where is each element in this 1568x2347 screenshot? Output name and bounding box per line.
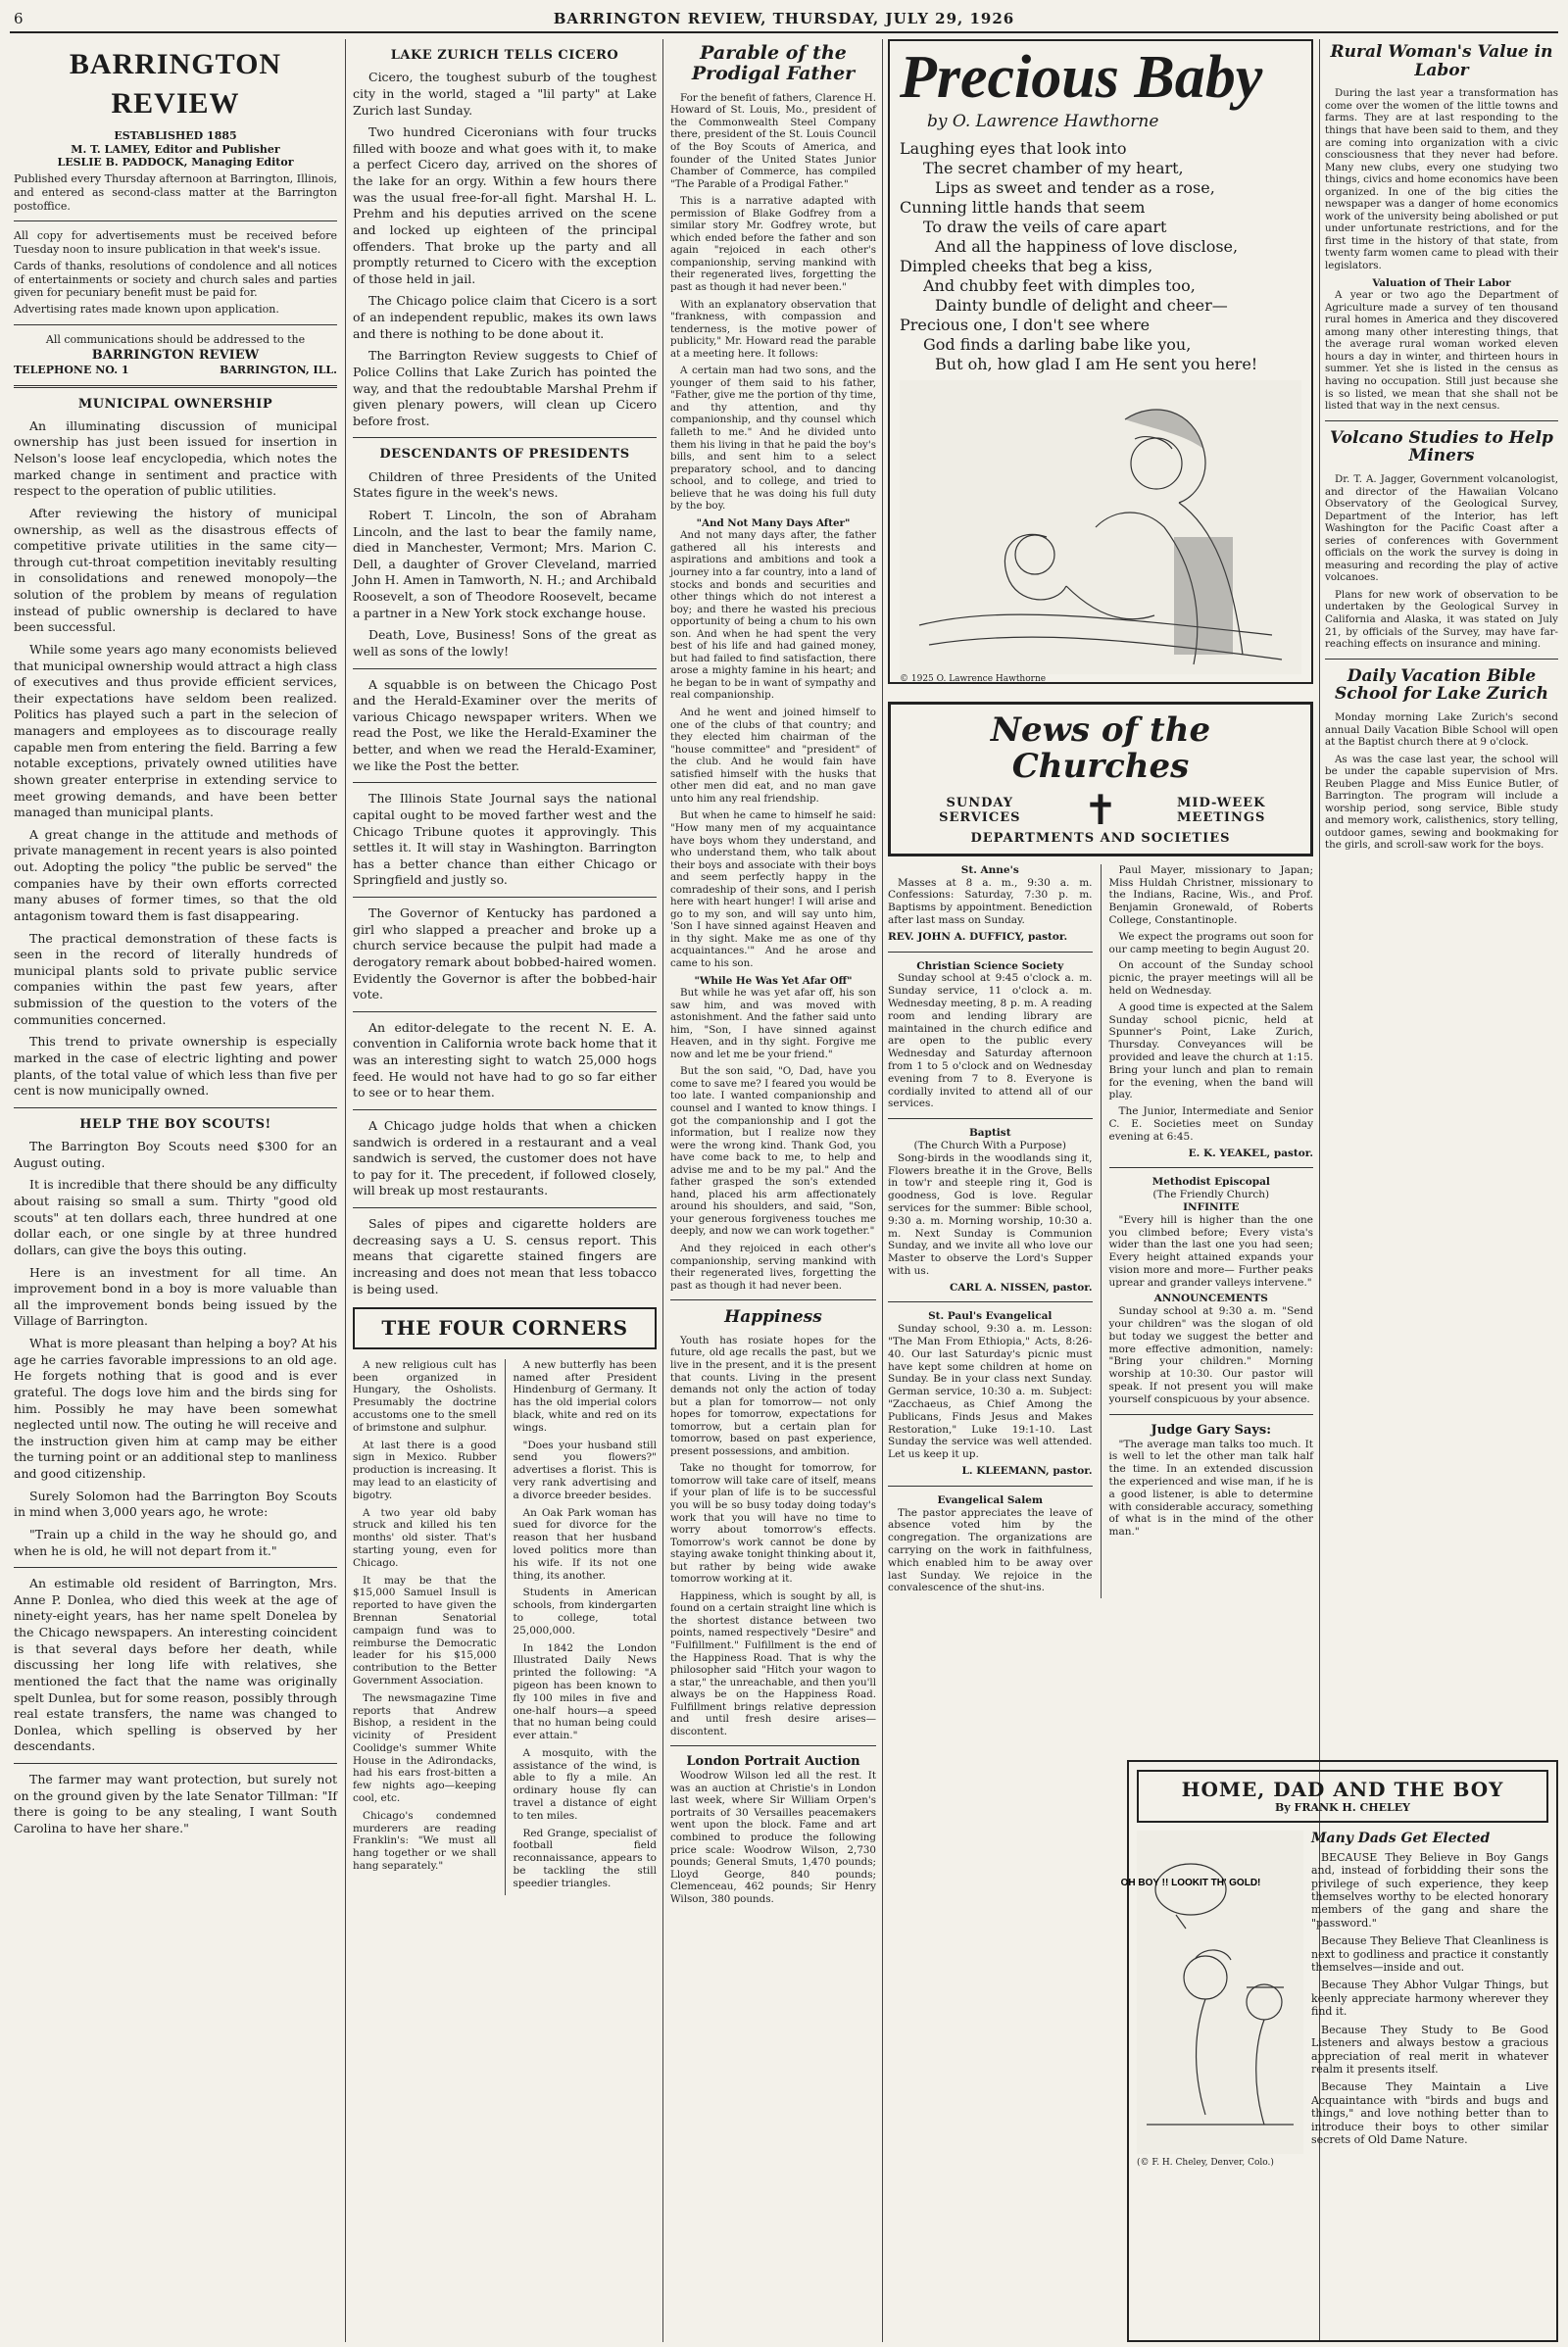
home-dad-boy-text (1311, 1831, 1548, 2169)
headline-boy-scouts: HELP THE BOY SCOUTS! (79, 1116, 271, 1132)
address-note: All communications should be addressed to the (45, 332, 306, 346)
churches-subheader (899, 785, 1302, 834)
church-name: Evangelical Salem (937, 1493, 1044, 1506)
headline-lake-zurich: LAKE ZURICH TELLS CICERO (390, 48, 619, 63)
cartoon-credit: (© F. H. Cheley, Denver, Colo.) (1137, 2157, 1274, 2168)
poem-line: Dainty bundle of delight and cheer— (935, 296, 1228, 315)
brief-item: An Oak Park woman has sued for divorce for the reason that her husband loved politics more than his wife. If its not one thing, its another. (513, 1506, 657, 1582)
brief-item: A new butterfly has been named after President Hindenburg of Germany. It has the old imperial colors black, white and red on its wings. (513, 1358, 657, 1434)
paragraph: Surely Solomon had the Barrington Boy Scouts in mind when 3,000 years ago, he wrote: (14, 1488, 337, 1520)
church-text: On account of the Sunday school picnic, the prayer meetings will all be held on Wednesday. (1108, 959, 1313, 997)
managing-editor-line: LESLIE B. PADDOCK, Managing Editor (57, 156, 294, 170)
home-dad-boy-subhead: Many Dads Get Elected (1311, 1830, 1491, 1846)
paragraph: An estimable old resident of Barrington, Mrs. Anne P. Donlea, who died this week at the age of ninety-eight years, has her name spelt Donelea by the Chicago newspapers. An interesting coincident is that several days before her death, while discussing her long life with relatives, she mentioned the fact that the name was originally spelt Dunlea, but for some reason, possibly through real estate transfers, the name was changed to Donlea, which spelling is observed by her descendants. (14, 1576, 337, 1754)
paragraph: And they rejoiced in each other's companionship, serving mankind with their regenerated lives, forgetting the past as though it had never been. (670, 1243, 876, 1292)
established-line: ESTABLISHED 1885 (114, 128, 237, 142)
paragraph: Take no thought for tomorrow, for tomorrow will take care of itself, means if your plan of life is to be successful you will be so busy today doing today's work that you will have no time to worry about tomorrow's effects. Tomorrow's work cannot be done by staying awake tonight thinking about it, but rather by being wide awake tomorrow working at it. (670, 1462, 876, 1586)
poem-line: Laughing eyes that look into (900, 139, 1127, 158)
paragraph: Robert T. Lincoln, the son of Abraham Lincoln, and the last to bear the family name, died in Manchester, Vermont; Mrs. Marion C. Dell, a daughter of Grover Cleveland, married John H. Amen in Tamworth, N. H.; and Archibald Roosevelt, a son of Theodore Roosevelt, became a partner in a New York stock exchange house. (353, 507, 657, 620)
quote-paragraph: "Train up a child in the way he should go, and when he is old, he will not depart from it." (14, 1526, 337, 1558)
churches-col-left (888, 864, 1093, 1598)
poem-line: Dimpled cheeks that beg a kiss, (900, 257, 1153, 275)
churches-section (888, 702, 1313, 1750)
church-text: We expect the programs out soon for our camp meeting to begin August 20. (1108, 930, 1313, 955)
paragraph: Happiness, which is sought by all, is found on a certain straight line which is the shortest distance between two points, named respectively "Desire" and "Fulfillment." Fulfillment is the end of the Happiness Road. That is why the philosopher said "Hitch your wagon to a star," the unreachable, and then you'll always be on the Happiness Road. Fulfillment brings relative depression and until fresh desire arises—discontent. (670, 1589, 876, 1737)
subhead: Valuation of Their Labor (1372, 276, 1511, 289)
paragraph: This trend to private ownership is especially marked in the case of electric lighting and power plants, of the total value of which less than five per cent is now municipally owned. (14, 1034, 337, 1099)
paragraph: This is a narrative adapted with permission of Blake Godfrey from a similar story Mr. Godfrey wrote, but which ended before the father and son again "rejoiced in each other's companionship, serving mankind with their regenerated lives, forgetting the past as though it had never been." (670, 195, 876, 293)
paragraph: And not many days after, the father gathered all his interests and aspirations and ambitions and took a journey into a far country, into a land of stocks and bonds and securities and other things which do not interest a boy; and there he wasted his precious opportunity of being a chum to his own son. And when he had spent the very best of his life and had gained money, but had failed to find satisfaction, there arose a mighty famine in his heart; and he began to be in want of sympathy and real companionship. (670, 529, 876, 702)
paragraph: The Illinois State Journal says the national capital ought to be moved farther west and the Chicago Tribune quotes it approvingly. This settles it. It will stay in Washington. Barrington has a better chance than either Chicago or Springfield and justly so. (353, 791, 657, 888)
paragraph: For the benefit of fathers, Clarence H. Howard of St. Louis, Mo., president of the Commonwealth Steel Company there, president of the St. Louis Council of the Boy Scouts of America, and founder of the United States Junior Chamber of Commerce, has compiled "The Parable of a Prodigal Father." (670, 91, 876, 190)
poem-box (888, 39, 1313, 684)
paragraph: During the last year a transformation has come over the women of the little towns and farms. They are at last responding to the things that have been said to them, and they are coming into organization with a civic consciousness that they never had before. Many new clubs, every one studying two things, civics and home economics have been organized. In one of the big cities the newspaper was a danger of home economics work of the university being abolished or put under unfortunate restrictions, and for the first time in the history of that state, from twenty farm women came to plead with their legislators. (1325, 87, 1558, 272)
four-corners-body (353, 1359, 657, 1895)
church-text: "Every hill is higher than the one you climbed before; Every vista's wider than the last one you had seen; Every height attained expands your vision more and more— Further peaks uprear and grander valleys intervene." (1108, 1213, 1313, 1289)
column-rural-woman (1325, 41, 1558, 1750)
column-divider (345, 39, 346, 2342)
pastor: REV. JOHN A. DUFFICY, pastor. (888, 930, 1068, 943)
sunday-services-label: SUNDAY SERVICES (939, 795, 1021, 825)
church-text: The Junior, Intermediate and Senior C. E. Societies meet on Sunday evening at 6:45. (1108, 1105, 1313, 1143)
churches-title: News of the Churches (990, 710, 1211, 787)
cards-note: Cards of thanks, resolutions of condolence and all notices of entertainments or society and church sales and parties given for pecuniary benefit must be paid for. (14, 259, 337, 300)
paragraph: But when he came to himself he said: "How many men of my acquaintance have boys whom they understand, and who understand them, who talk about their boys and associate with their boys and seem perfectly happy in the comradeship of their sons, and I perish here with heart hunger! I will arise and go to my son, and will say unto him, 'Son I have sinned against Heaven and in thy sight. Make me as one of thy acquaintances.'" And he arose and came to his son. (670, 809, 876, 969)
paragraph: Because They Study to Be Good Listeners and always bestow a gracious appreciation of real merit in whatever realm it presents itself. (1311, 2023, 1548, 2076)
paragraph: Dr. T. A. Jagger, Government volcanologist, and director of the Hawaiian Volcano Observatory of the Geological Survey, Department of the Interior, has left Washington for the Pacific Coast after a series of conferences with Government officials on the work the survey is doing in measuring and recording the play of active volcanoes. (1325, 472, 1558, 584)
poem-line: And all the happiness of love disclose, (935, 237, 1239, 256)
paragraph: With an explanatory observation that "frankness, with compassion and tenderness, is the motive power of publicity," Mr. Howard read the parable at a meeting here. It follows: (670, 298, 876, 360)
brief-item: A new religious cult has been organized in Hungary, the Osholists. Presumably the doctrine accustoms one to the smell of brimstone and sulphur. (353, 1358, 497, 1434)
paragraph: Because They Believe That Cleanliness is next to godliness and practice it constantly themselves—inside and out. (1311, 1934, 1548, 1975)
address-name: BARRINGTON REVIEW (91, 347, 260, 363)
poem-line: God finds a darling babe like you, (923, 335, 1192, 354)
brief-item: Chicago's condemned murderers are reading Franklin's: "We must all hang together or we shall hang separately." (353, 1809, 497, 1873)
home-dad-boy-title: HOME, DAD AND THE BOY (1181, 1778, 1504, 1801)
paragraph: A certain man had two sons, and the younger of them said to his father, "Father, give me the portion of thy time, and thy attention, and thy companionship, and thy counsel which falleth to me." And he divided unto them his living in that he paid the boy's bills, and sent him to a select preparatory school, and to dancing school, and to college, and tried to believe that he was doing his full duty by the boy. (670, 365, 876, 513)
page-header (10, 6, 1558, 33)
home-dad-boy-header (1137, 1770, 1548, 1823)
midweek-label: MID-WEEK MEETINGS (1176, 795, 1266, 825)
headline-municipal-ownership: MUNICIPAL OWNERSHIP (77, 396, 273, 412)
headline-portrait-auction: London Portrait Auction (686, 1754, 860, 1770)
paragraph: Because They Abhor Vulgar Things, but keenly appreciate harmony wherever they find it. (1311, 1979, 1548, 2019)
subhead: "While He Was Yet Afar Off" (694, 974, 853, 987)
paragraph: A Chicago judge holds that when a chicken sandwich is ordered in a restaurant and a veal sandwich is served, the customer does not have to pay for it. The precedent, if followed closely, will break up most restaurants. (353, 1117, 657, 1198)
brief-item: A two year old baby struck and killed his ten months' old sister. That's starting young, even for Chicago. (353, 1506, 497, 1569)
subhead: "And Not Many Days After" (696, 516, 851, 529)
paragraph: The Barrington Boy Scouts need $300 for an August outing. (14, 1139, 337, 1170)
poem-line: To draw the veils of care apart (923, 218, 1167, 236)
paragraph: Youth has rosiate hopes for the future, old age recalls the past, but we live in the present, and it is the present that counts. Living in the present demands not only the action of today but a plan for tomorrow— not only hopes for tomorrow, expectations for tomorrow, but a certain plan for tomorrow, based on past experience, present possessions, and ambition. (670, 1334, 876, 1457)
four-corners-left (353, 1359, 497, 1895)
brief-item: In 1842 the London Illustrated Daily News printed the following: "A pigeon has been known to fly 100 miles in five and one-half hours—a speed that no human being could ever attain." (513, 1641, 657, 1742)
column-news-briefs (353, 41, 657, 2342)
pastor: E. K. YEAKEL, pastor. (1188, 1147, 1313, 1159)
church-text: A good time is expected at the Salem Sunday school picnic, held at Spunner's Point, Lake Zurich, Thursday. Conveyances will be provided and leave the church at 1:15. Bring your lunch and plan to remain for the evening, when the band will play. (1108, 1001, 1313, 1101)
church-subtitle: (The Church With a Purpose) (913, 1139, 1066, 1151)
church-name: St. Anne's (960, 863, 1019, 876)
paragraph: A squabble is on between the Chicago Post and the Herald-Examiner over the merits of various Chicago newspaper writers. When we read the Post, we like the Herald-Examiner the better, and when we read the Herald-Examiner, we like the Post the better. (353, 676, 657, 773)
contact-line (14, 364, 337, 377)
paragraph: But the son said, "O, Dad, have you come to save me? I feared you would be too late. I wanted companionship and counsel and I wanted to know things. I got the companionship and I got the information, but I realize now they were the wrong kind. Thank God, you have come back to me, to help and advise me and to be my pal." And the father grasped the son's extended hand, placed his arm affectionately around his shoulders, and said, "Son, your generous forgiveness touches me deeply, and now we can work together." (670, 1065, 876, 1238)
headline-descendants: DESCENDANTS OF PRESIDENTS (379, 447, 630, 463)
church-text: Masses at 8 a. m., 9:30 a. m. Confessions: Saturday, 7:30 p. m. Baptisms by appointment. Benediction after last mass on Sunday. (888, 876, 1093, 926)
page-number: 6 (14, 10, 24, 27)
four-corners-right (514, 1359, 658, 1895)
church-name: St. Paul's Evangelical (928, 1310, 1053, 1323)
telephone: TELEPHONE NO. 1 (14, 363, 129, 376)
poem-heading: INFINITE (1183, 1200, 1240, 1213)
headline-happiness: Happiness (724, 1307, 822, 1328)
poem-line: Precious one, I don't see where (900, 316, 1151, 334)
brief-item: At last there is a good sign in Mexico. Rubber production is increasing. It may lead to an elasticity of bigotry. (353, 1439, 497, 1501)
church-text: The pastor appreciates the leave of absence voted him by the congregation. The organizations are carrying on the work in faithfulness, which enabled him to be away over last Sunday. We rejoice in the convalescence of the shut-ins. (888, 1506, 1093, 1594)
poem-line: But oh, how glad I am He sent you here! (935, 355, 1258, 373)
brief-item: Red Grange, specialist of football field reconnaissance, appears to be tackling the still speedier triangles. (513, 1827, 657, 1889)
four-corners-divider (505, 1359, 506, 1895)
paragraph: The Chicago police claim that Cicero is a sort of an independent republic, makes its own laws and there is nothing to be done about it. (353, 293, 657, 341)
publication-note: Published every Thursday afternoon at Barrington, Illinois, and entered as second-class matter at the Barrington postoffice. (14, 172, 337, 213)
editor-line: M. T. LAMEY, Editor and Publisher (71, 142, 280, 156)
church-text: Song-birds in the woodlands sing it, Flowers breathe it in the Grove, Bells in tow'r and steeple ring it, God is goodness, God is love. Regular services for the summer: Bible school, 9:30 a. m. Morning worship, 10:30 a. m. Next Sunday is Communion Sunday, and we invite all who love our Master to observe the Lord's Supper with us. (888, 1151, 1093, 1277)
paragraph: A year or two ago the Department of Agriculture made a survey of ten thousand rural homes in America and they discovered among many other interesting things, that the average rural woman worked eleven hours a day in winter, and thirteen hours in summer. Yet she is listed in the census as having no occupation. Still just because she is so listed, we mean that she shall not be listed that way in the next census. (1325, 289, 1558, 413)
judge-gary-heading: Judge Gary Says: (1151, 1422, 1272, 1438)
newspaper-dateline: BARRINGTON REVIEW, THURSDAY, JULY 29, 1926 (553, 10, 1015, 27)
masthead-title: BARRINGTON REVIEW (69, 48, 282, 120)
column-editorial (14, 41, 337, 2342)
paragraph: As was the case last year, the school will be under the capable supervision of Mrs. Reuben Plagge and Miss Eunice Butler, of Barrington. The program will include a worship period, song service, Bible study and memory work, calisthenics, story telling, outdoor games, sewing and bookmaking for the girls, and scroll-saw work for the boys. (1325, 753, 1558, 852)
paragraph: An illuminating discussion of municipal ownership has just been issued for insertion in Nelson's loose leaf encyclopedia, which notes the marked change in sentiment and practice with respect to the operation of public utilities. (14, 417, 337, 499)
poem-line: And chubby feet with dimples too, (923, 276, 1196, 295)
home-dad-boy-byline: By FRANK H. CHELEY (1274, 1801, 1410, 1814)
poem-title: Precious Baby (900, 44, 1263, 111)
column-parable (670, 41, 876, 2342)
paragraph: What is more pleasant than helping a boy? At his age he carries favorable impressions to an old age. He forgets nothing that is good and is ever grateful. The dogs love him and the birds sing for him. Possibly he may have been somewhat neglected until now. The outing he will receive and the instruction given him at camp may be either the turning point or an additional step to manliness and good citizenship. (14, 1336, 337, 1481)
mother-and-baby-illustration (900, 380, 1301, 674)
paragraph: Because They Maintain a Live Acquaintance with "birds and bugs and things," and love nothing better than to introduce their boys to other similar secrets of Old Dame Nature. (1311, 2080, 1548, 2146)
paragraph: Two hundred Ciceronians with four trucks filled with booze and what goes with it, to make a perfect Cicero day, arrived on the shores of the lake for an orgy. Within a few hours there was the usual free-for-all fight. Marshal H. L. Prehm and his deputies arrived on the scene and locked up eighteen of the principal offenders. That broke up the party and all promptly returned to Cicero with the exception of those held in jail. (353, 124, 657, 286)
boy-and-dad-cartoon (1120, 1831, 1303, 2154)
church-text: Sunday school at 9:45 o'clock a. m. Sunday service, 11 o'clock a. m. Wednesday meeting, 8 p. m. A reading room and lending library are maintained in the church edifice and are open to the public every Wednesday and Saturday afternoon from 1 to 5 o'clock and on Wednesday evening from 7 to 8. Everyone is cordially invited to attend all of our services. (888, 972, 1093, 1110)
paragraph: BECAUSE They Believe in Boy Gangs and, instead of forbidding their sons the privilege of such experience, they keep themselves worthy to be elected honorary members of the gang and share the "password." (1311, 1850, 1548, 1930)
home-dad-boy-box (1120, 1760, 1558, 2342)
brief-item: It may be that the $15,000 Samuel Insull is reported to have given the Brennan Senatorial campaign fund was to reimburse the Democratic leader for his $15,000 contribution to the Better Government Association. (353, 1574, 497, 1687)
brief-item: Students in American schools, from kindergarten to college, total 25,000,000. (513, 1587, 657, 1637)
poem-line: The secret chamber of my heart, (923, 159, 1184, 177)
churches-columns (888, 864, 1313, 1598)
copy-deadline-note: All copy for advertisements must be received before Tuesday noon to insure publication in that week's issue. (14, 229, 337, 257)
headline-rural-woman: Rural Woman's Value in Labor (1330, 42, 1553, 80)
paragraph: Children of three Presidents of the United States figure in the week's news. (353, 468, 657, 501)
paragraph: Death, Love, Business! Sons of the great as well as sons of the lowly! (353, 627, 657, 659)
headline-volcano: Volcano Studies to Help Miners (1330, 427, 1553, 466)
paragraph: Woodrow Wilson led all the rest. It was an auction at Christie's in London last week, where Sir William Orpen's portraits of 30 Versailles peacemakers went upon the block. Fame and art combined to produce the following price scale: Woodrow Wilson, 2,730 pounds; General Smuts, 1,470 pounds; Lloyd George, 840 pounds; Clemenceau, 462 pounds; Sir Henry Wilson, 380 pounds. (670, 1770, 876, 1905)
brief-item: "Does your husband still send you flowers?" advertises a florist. This is very rank advertising and a divorce breeder besides. (513, 1439, 657, 1501)
poem-byline: by O. Lawrence Hawthorne (927, 112, 1159, 131)
paragraph: While some years ago many economists believed that municipal ownership would attract a high class of executives and thus provide efficient services, their expectations have seldom been realized. Politics has played such a part in the selecion of managers and employees as to discourage really capable men from entering the field. Barring a few notable exceptions, privately owned utilities have shown greater enterprise in extending service to meet growing demands, and have been better managed than municipal plants. (14, 641, 337, 820)
headline-prodigal-father: Parable of the Prodigal Father (691, 42, 856, 84)
church-text: Sunday school at 9:30 a. m. "Send your children" was the slogan of old but today we suggest the better and more effective admonition, namely: "Bring your children." Morning worship at 10:30. Our pastor will speak. If not present you will make yourself conspicuous by your absence. (1108, 1305, 1313, 1405)
headline-bible-school: Daily Vacation Bible School for Lake Zurich (1335, 665, 1548, 705)
departments-label: DEPARTMENTS AND SOCIETIES (970, 830, 1231, 846)
announcements-heading: ANNOUNCEMENTS (1153, 1293, 1268, 1305)
churches-header (888, 702, 1313, 856)
brief-item: The newsmagazine Time reports that Andrew Bishop, a resident in the vicinity of President Coolidge's summer White House in the Adirondacks, had his ears frost-bitten a few nights ago—keeping cool, etc. (353, 1691, 497, 1805)
poem-line: Cunning little hands that seem (900, 198, 1146, 217)
church-text: Sunday school, 9:30 a. m. Lesson: "The Man From Ethiopia," Acts, 8:26-40. Our last Saturday's picnic must have kept some children at home on Sunday. Be in your class next Sunday. German service, 10:30 a. m. Subject: "Zacchaeus, as Chief Among the Publicans, Finds Jesus and Makes Restoration," Luke 19:1-10. Last Sunday the service was well attended. Let us keep it up. (888, 1323, 1093, 1461)
church-name: Christian Science Society (916, 959, 1064, 972)
paragraph: Here is an investment for all time. An improvement bond in a boy is more valuable than all the improvement bonds being issued by the Village of Barrington. (14, 1264, 337, 1329)
paragraph: But while he was yet afar off, his son saw him, and was moved with astonishment. And the father said unto him, "Son, I have sinned against Heaven, and in thy sight. Forgive me now and let me be your friend." (670, 987, 876, 1060)
paragraph: Sales of pipes and cigarette holders are decreasing says a U. S. census report. This means that cigarette stained fingers are increasing and does not mean that less tobacco is being used. (353, 1216, 657, 1296)
paragraph: It is incredible that there should be any difficulty about raising so small a sum. Thirty "good old scouts" at ten dollars each, three hundred at one dollar each, or one single by at three hundred dollars, can give the boys this outing. (14, 1177, 337, 1257)
church-name: Baptist (968, 1127, 1011, 1140)
city: BARRINGTON, ILL. (220, 363, 337, 376)
pastor: L. KLEEMANN, pastor. (961, 1465, 1093, 1478)
cross-icon: ✝ (1083, 785, 1118, 834)
paragraph: An editor-delegate to the recent N. E. A. convention in California wrote back home that it was an interesting sight to watch 25,000 hogs feed. He would not have had to go so far either to see or to hear them. (353, 1019, 657, 1100)
pastor: CARL A. NISSEN, pastor. (949, 1281, 1093, 1294)
paragraph: The Governor of Kentucky has pardoned a girl who slapped a preacher and broke up a church service because the pulpit had made a derogatory remark about bobbed-haired women. Evidently the Governor is after the bobbed-hair vote. (353, 905, 657, 1002)
quote-text: "The average man talks too much. It is well to let the other man talk half the time. In an extended discussion the experienced and wise man, if he is a good listener, is able to determine with considerable accuracy, something of what is in the mind of the other man." (1108, 1438, 1313, 1539)
poem-text (900, 139, 1301, 374)
brief-item: A mosquito, with the assistance of the wind, is able to fly a mile. An ordinary house fly can travel a distance of eight to ten miles. (513, 1746, 657, 1822)
church-subtitle: (The Friendly Church) (1152, 1189, 1270, 1201)
home-dad-boy-body (1120, 1830, 1548, 2169)
paragraph: Cicero, the toughest suburb of the toughest city in the world, staged a "lil party" at Lake Zurich last Sunday. (353, 70, 657, 118)
cartoon-panel (1120, 1831, 1303, 2169)
paragraph: A great change in the attitude and methods of private management in recent years is also pointed out. Adopting the policy "the public be served" the companies have by their own efforts corrected many abuses of former times, so that the old antagonism toward them is fast disappearing. (14, 826, 337, 923)
paragraph: After reviewing the history of municipal ownership, as well as the disastrous effects of competitive private utilities in the same city— through cut-throat competition inevitably resulting in consolidations and renewed monopoly—the solution of the problem by means of regulation instead of public ownership is declared to have been successful. (14, 505, 337, 635)
church-name: Methodist Episcopal (1152, 1176, 1270, 1189)
column-divider (662, 39, 663, 2342)
column-divider (882, 39, 883, 2342)
cartoon-speech: OH BOY !! LOOKIT TH' GOLD! (1120, 1877, 1261, 1888)
paragraph: Plans for new work of observation to be undertaken by the Geological Survey in California and Alaska, it was stated on July 21, by officials of the Survey, may have far-reaching effects on insurance and mining. (1325, 588, 1558, 651)
paragraph: And he went and joined himself to one of the clubs of that country; and they elected him chairman of the "house committee" and "president" of the club. And he would fain have satisfied himself with the husks that other men did eat, and no man gave unto him any real friendship. (670, 707, 876, 805)
paragraph: The practical demonstration of these facts is seen in the record of literally hundreds of municipal plants sold to private public service companies within the past few years, after submission of the question to the voters of the communities concerned. (14, 930, 337, 1027)
four-corners-heading: THE FOUR CORNERS (353, 1307, 657, 1349)
poem-copyright: © 1925 O. Lawrence Hawthorne (900, 674, 1047, 684)
church-text: Paul Mayer, missionary to Japan; Miss Huldah Christner, missionary to the Indians, Racine, Wis., and Prof. Benjamin Gronewald, of Roberts College, Constantinople. (1108, 863, 1313, 926)
churches-col-right (1109, 864, 1314, 1598)
rates-note: Advertising rates made known upon application. (14, 303, 279, 317)
paragraph: The farmer may want protection, but surely not on the ground given by the late Senator Tillman: "If there is going to be any stealing, I want South Carolina to have her share." (14, 1772, 337, 1835)
paragraph: The Barrington Review suggests to Chief of Police Collins that Lake Zurich has pointed the way, and that the redoubtable Marshal Prehm if given plenary powers, will clean up Cicero before frost. (353, 348, 657, 428)
churches-divider (1101, 864, 1102, 1598)
paragraph: Monday morning Lake Zurich's second annual Daily Vacation Bible School will open at the Baptist church there at 9 o'clock. (1325, 711, 1558, 749)
poem-line: Lips as sweet and tender as a rose, (935, 178, 1215, 197)
